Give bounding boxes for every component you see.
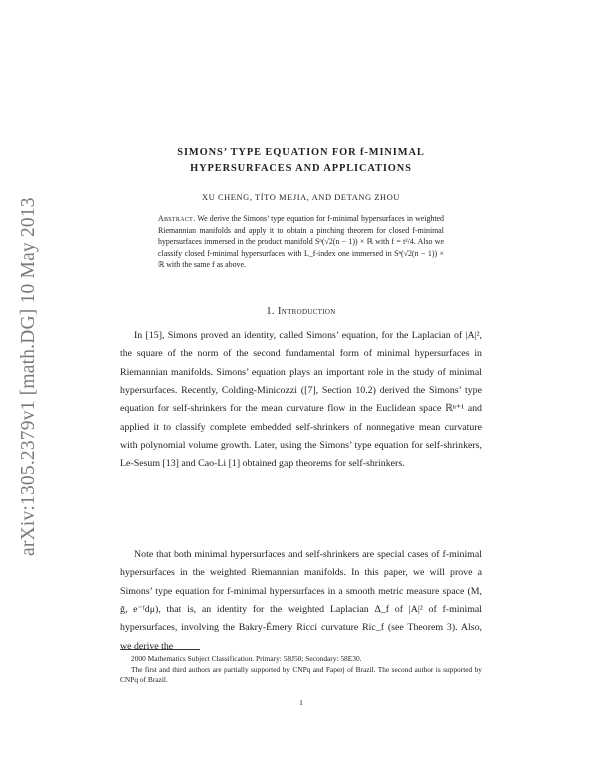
- page-number: 1: [299, 698, 303, 707]
- section-title: Introduction: [277, 306, 336, 317]
- section-number: 1.: [266, 306, 275, 317]
- footnote-classification: 2000 Mathematics Subject Classification. Primary: 58J50; Secondary: 58E30.: [131, 654, 362, 663]
- arxiv-identifier-stamp: arXiv:1305.2379v1 [math.DG] 10 May 2013: [18, 197, 39, 556]
- abstract-text: We derive the Simons’ type equation for f-minimal hypersurfaces in weighted Riemannian manifolds and apply it to obtain a pinching theorem for closed f-minimal hypersurfaces immersed in the product manifold Sⁿ(√2(n − 1)) × ℝ with f = t²/4. Also we classify closed f-minimal hypersurfaces with L_f-index one immersed in Sⁿ(√2(n − 1)) × ℝ with the same f as above.: [158, 214, 444, 270]
- intro-paragraph-1: In [15], Simons proved an identity, called Simons’ equation, for the Laplacian of |A|², the square of the norm of the second fundamental form of minimal hypersurfaces in Riemannian manifolds. Simons’ equation plays an important role in the study of minimal hypersurfaces. Recently, Colding-Minicozzi ([7], Section 10.2) derived the Simons’ type equation for self-shrinkers for the mean curvature flow in the Euclidean space ℝⁿ⁺¹ and applied it to classify complete embedded self-shrinkers of nonnegative mean curvature with polynomial volume growth. Later, using the Simons’ type equation for self-shrinkers, Le-Sesum [13] and Cao-Li [1] obtained gap theorems for self-shrinkers.: [120, 330, 482, 470]
- section-heading: [172, 306, 430, 317]
- abstract-label: Abstract.: [158, 214, 196, 223]
- footnote-divider: [120, 649, 200, 650]
- paper-title: [130, 145, 472, 177]
- author-list: XU CHENG, TÍTO MEJIA, AND DETANG ZHOU: [201, 193, 400, 202]
- intro-paragraph-2: Note that both minimal hypersurfaces and self-shrinkers are special cases of f-minimal hypersurfaces in the weighted Riemannian manifolds. In this paper, we will prove a Simons’ type equation for f-minimal hypersurfaces in a smooth metric measure space (M, ḡ, e⁻ᶠdμ), that is, an identity for the weighted Laplacian Δ_f of |A|² of f-minimal hypersurfaces, involving the Bakry-Émery Ricci curvature Ric_f (see Theorem 3). Also, we derive the: [120, 549, 482, 652]
- title-line-1: SIMONS’ TYPE EQUATION FOR f-MINIMAL: [177, 147, 425, 158]
- abstract: [158, 213, 444, 271]
- title-line-2: HYPERSURFACES AND APPLICATIONS: [190, 163, 412, 174]
- footnote-support: The first and third authors are partially supported by CNPq and Faperj of Brazil. The second author is supported by CNPq of Brazil.: [120, 664, 482, 685]
- footnotes: [120, 654, 482, 686]
